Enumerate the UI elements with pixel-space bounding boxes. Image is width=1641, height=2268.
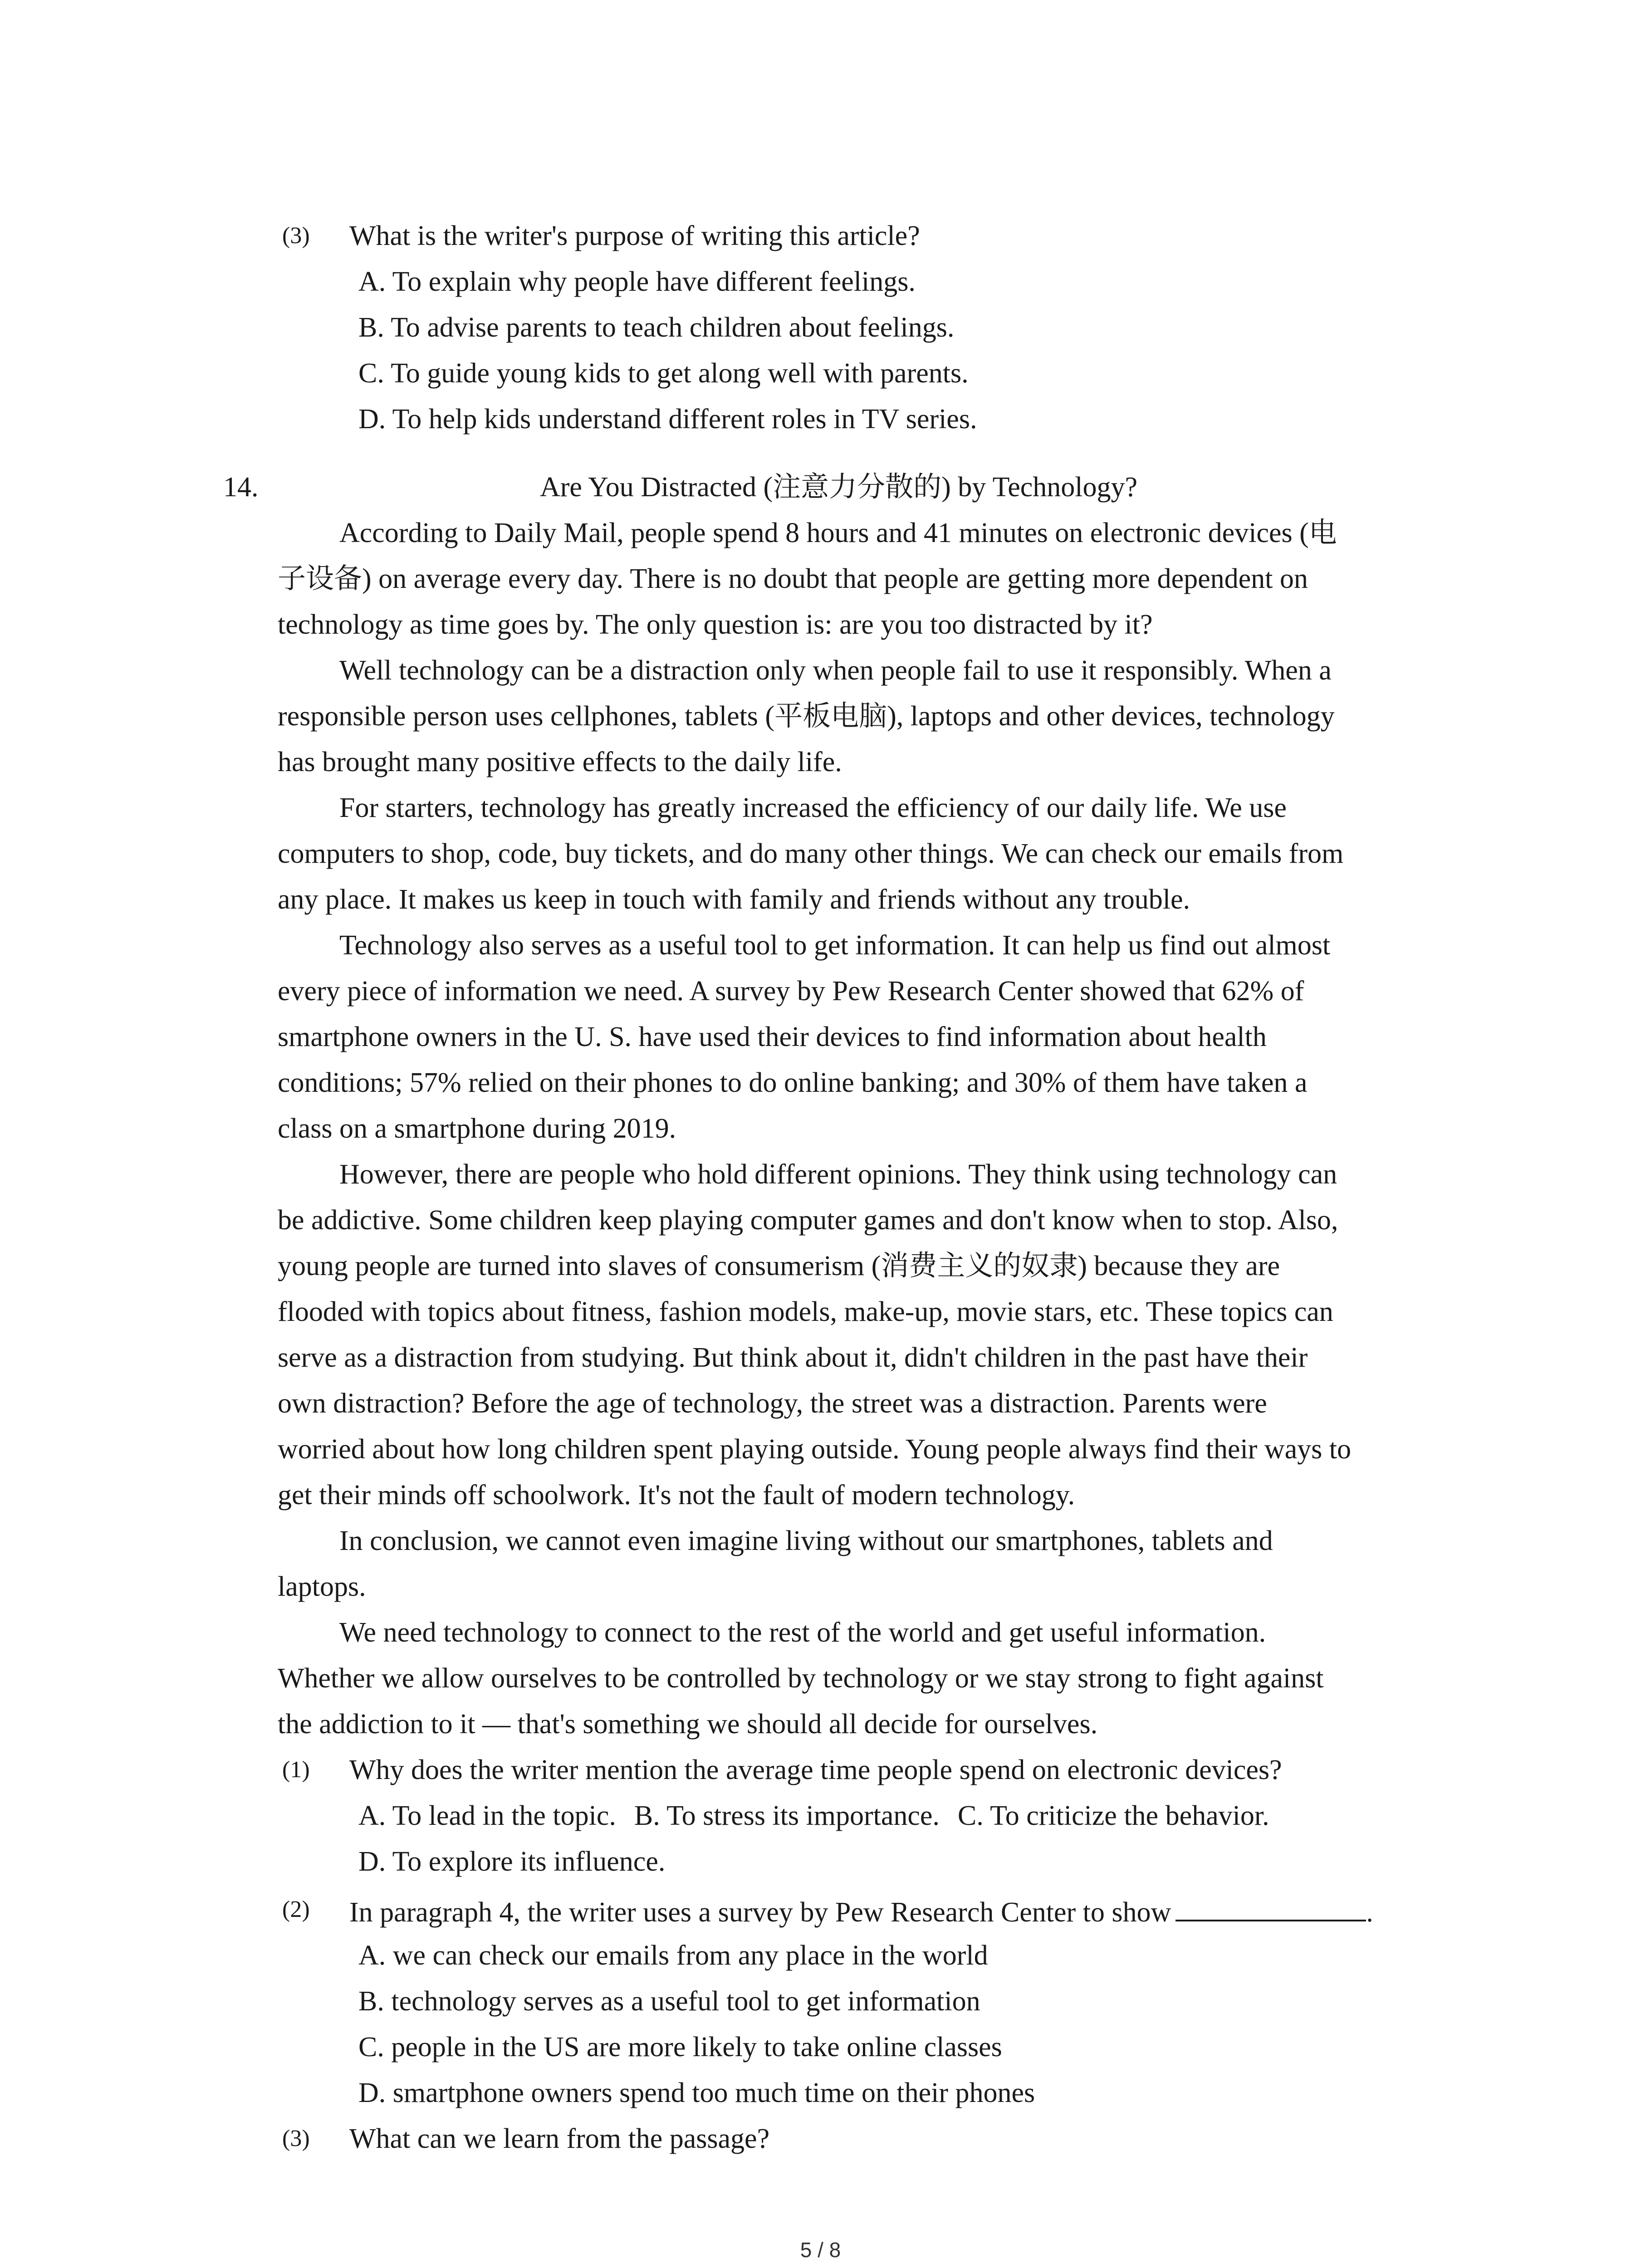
passage-line: 子设备) on average every day. There is no doubt that people are getting more dependent on [278, 563, 1308, 594]
passage-line: However, there are people who hold different opinions. They think using technology can [339, 1159, 1337, 1190]
passage-line: Well technology can be a distraction only when people fail to use it responsibly. When a [339, 655, 1332, 686]
q14-title: Are You Distracted (注意力分散的) by Technology? [540, 472, 1137, 503]
q14-sub1-option-b: B. To stress its importance. [634, 1800, 940, 1831]
passage-line: own distraction? Before the age of technology, the street was a distraction. Parents were [278, 1388, 1267, 1419]
q14-sub1-option-a: A. To lead in the topic. [358, 1800, 616, 1831]
q14-sub2-question-end: . [1366, 1897, 1373, 1928]
answer-blank [1176, 1892, 1366, 1921]
passage-line: computers to shop, code, buy tickets, and do many other things. We can check our emails from [278, 838, 1344, 869]
q14-sub2-option-d: D. smartphone owners spend too much time on their phones [358, 2077, 1035, 2108]
passage-line: responsible person uses cellphones, tablets (平板电脑), laptops and other devices, technology [278, 701, 1335, 732]
passage-line: technology as time goes by. The only question is: are you too distracted by it? [278, 609, 1153, 640]
passage-line: laptops. [278, 1571, 366, 1602]
q14-sub3-question: What can we learn from the passage? [349, 2123, 770, 2154]
q13-sub3-option-a: A. To explain why people have different feelings. [358, 266, 916, 297]
q13-sub3-option-b: B. To advise parents to teach children about feelings. [358, 312, 955, 343]
passage-line: the addiction to it — that's something we should all decide for ourselves. [278, 1709, 1098, 1740]
passage-line: smartphone owners in the U. S. have used their devices to find information about health [278, 1022, 1267, 1052]
passage-line: every piece of information we need. A survey by Pew Research Center showed that 62% of [278, 976, 1304, 1007]
passage-line: has brought many positive effects to the daily life. [278, 747, 842, 777]
q14-sub2-question-row [349, 1892, 1373, 1931]
passage-line: For starters, technology has greatly increased the efficiency of our daily life. We use [339, 792, 1287, 823]
passage-line: We need technology to connect to the rest of the world and get useful information. [339, 1617, 1266, 1648]
q14-sub2-number: (2) [282, 1897, 310, 1922]
q14-sub1-question: Why does the writer mention the average time people spend on electronic devices? [349, 1755, 1282, 1785]
passage-line: class on a smartphone during 2019. [278, 1113, 676, 1144]
passage-line: In conclusion, we cannot even imagine living without our smartphones, tablets and [339, 1525, 1273, 1556]
passage-line: According to Daily Mail, people spend 8 hours and 41 minutes on electronic devices (电 [339, 518, 1337, 548]
q13-sub3-option-d: D. To help kids understand different roles in TV series. [358, 404, 977, 435]
passage-line: Technology also serves as a useful tool to get information. It can help us find out almost [339, 930, 1331, 961]
q13-sub3-option-c: C. To guide young kids to get along well with parents. [358, 358, 969, 389]
passage-line: get their minds off schoolwork. It's not the fault of modern technology. [278, 1480, 1075, 1510]
q14-sub1-options-row [358, 1798, 1269, 1834]
q13-sub3-number: (3) [282, 223, 310, 249]
q14-sub2-question: In paragraph 4, the writer uses a survey by Pew Research Center to show [349, 1897, 1171, 1928]
q14-number: 14. [223, 472, 259, 503]
q14-sub2-option-c: C. people in the US are more likely to take online classes [358, 2032, 1002, 2063]
q14-sub1-option-c: C. To criticize the behavior. [957, 1800, 1269, 1831]
page-number: 5 / 8 [800, 2238, 841, 2262]
passage-line: serve as a distraction from studying. But think about it, didn't children in the past have their [278, 1342, 1308, 1373]
q14-sub1-option-d: D. To explore its influence. [358, 1846, 666, 1877]
passage-line: Whether we allow ourselves to be controlled by technology or we stay strong to fight against [278, 1663, 1324, 1694]
passage-line: flooded with topics about fitness, fashion models, make-up, movie stars, etc. These topics can [278, 1296, 1333, 1327]
q13-sub3-question: What is the writer's purpose of writing this article? [349, 220, 920, 251]
passage-line: any place. It makes us keep in touch with family and friends without any trouble. [278, 884, 1190, 915]
passage-line: conditions; 57% relied on their phones to do online banking; and 30% of them have taken a [278, 1067, 1308, 1098]
q14-sub3-number: (3) [282, 2126, 310, 2151]
q14-sub2-option-b: B. technology serves as a useful tool to get information [358, 1986, 980, 2017]
passage-line: young people are turned into slaves of consumerism (消费主义的奴隶) because they are [278, 1251, 1280, 1281]
passage-line: worried about how long children spent playing outside. Young people always find their ways to [278, 1434, 1351, 1465]
q14-sub2-option-a: A. we can check our emails from any place in the world [358, 1940, 988, 1971]
q14-sub1-number: (1) [282, 1757, 310, 1783]
passage-line: be addictive. Some children keep playing computer games and don't know when to stop. Also, [278, 1205, 1338, 1236]
